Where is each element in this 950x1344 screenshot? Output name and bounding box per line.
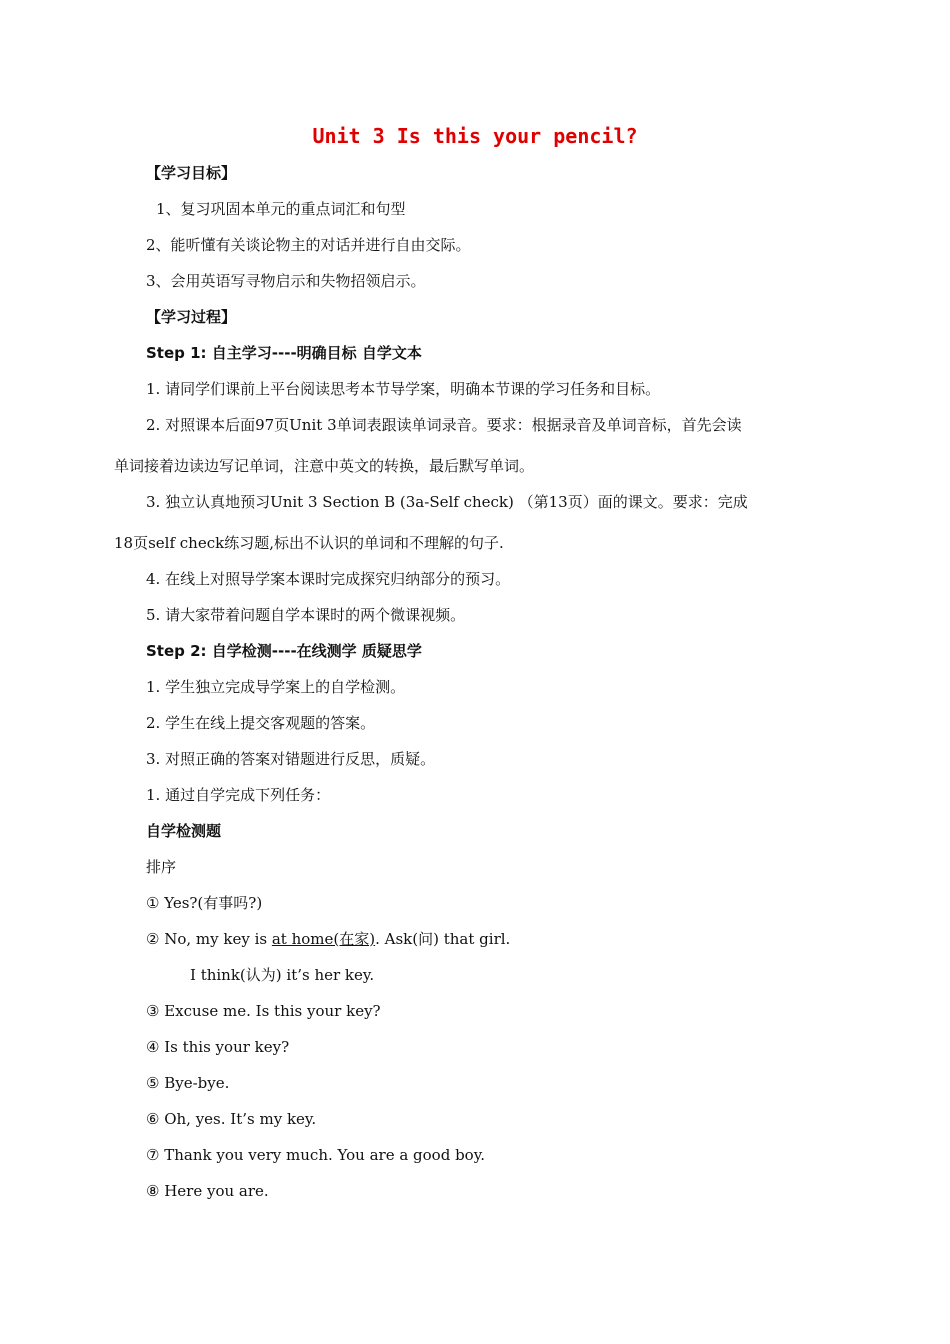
underlined-phrase: at home(在家) (271, 930, 376, 948)
order-item-3: ③ Excuse me. Is this your key? (146, 1002, 381, 1020)
self-test-subheading: 排序 (146, 858, 177, 876)
step1-item-2: 2. 对照课本后面97页Unit 3单词表跟读单词录音。要求：根据录音及单词音标，首先会读 (146, 416, 742, 434)
order-item-2 (146, 929, 510, 949)
order-item-4: ④ Is this your key? (146, 1038, 290, 1056)
order-item-6: ⑥ Oh, yes. It’s my key. (146, 1110, 317, 1128)
step1-item-4: 4. 在线上对照导学案本课时完成探究归纳部分的预习。 (146, 570, 511, 588)
step1-item-3-cont: 18页self check练习题,标出不认识的单词和不理解的句子. (114, 534, 504, 552)
goal-item-3: 3、会用英语写寻物启示和失物招领启示。 (146, 272, 426, 290)
order-item-7: ⑦ Thank you very much. You are a good boy. (146, 1146, 485, 1164)
step2-item-2: 2. 学生在线上提交客观题的答案。 (146, 714, 376, 732)
step2-item-3: 3. 对照正确的答案对错题进行反思，质疑。 (146, 750, 436, 768)
goal-item-2: 2、能听懂有关谈论物主的对话并进行自由交际。 (146, 236, 471, 254)
order-item-5: ⑤ Bye-bye. (146, 1074, 230, 1092)
step1-item-5: 5. 请大家带着问题自学本课时的两个微课视频。 (146, 606, 466, 624)
step1-item-1: 1. 请同学们课前上平台阅读思考本节导学案，明确本节课的学习任务和目标。 (146, 380, 661, 398)
step2-heading: Step 2: 自学检测----在线测学 质疑思学 (146, 642, 422, 660)
step2-item-4: 1. 通过自学完成下列任务： (146, 786, 331, 804)
step1-heading: Step 1: 自主学习----明确目标 自学文本 (146, 344, 422, 362)
goal-item-1: 1、复习巩固本单元的重点词汇和句型 (156, 200, 406, 218)
document-title: Unit 3 Is this your pencil? (312, 124, 638, 148)
goals-heading: 【学习目标】 (146, 164, 237, 182)
order-item-8: ⑧ Here you are. (146, 1182, 269, 1200)
order-item-2-end: . Ask(问) that girl. (375, 930, 511, 948)
step1-item-3: 3. 独立认真地预习Unit 3 Section B (3a-Self check) （第13页）面的课文。要求：完成 (146, 493, 748, 511)
order-item-2-cont: I think(认为) it’s her key. (190, 966, 375, 984)
order-item-2-start: ② No, my key is (146, 930, 272, 948)
step1-item-2-cont: 单词接着边读边写记单词，注意中英文的转换，最后默写单词。 (114, 457, 535, 475)
process-heading: 【学习过程】 (146, 308, 237, 326)
self-test-heading: 自学检测题 (146, 822, 222, 840)
order-item-1: ① Yes?(有事吗?) (146, 894, 263, 912)
step2-item-1: 1. 学生独立完成导学案上的自学检测。 (146, 678, 406, 696)
